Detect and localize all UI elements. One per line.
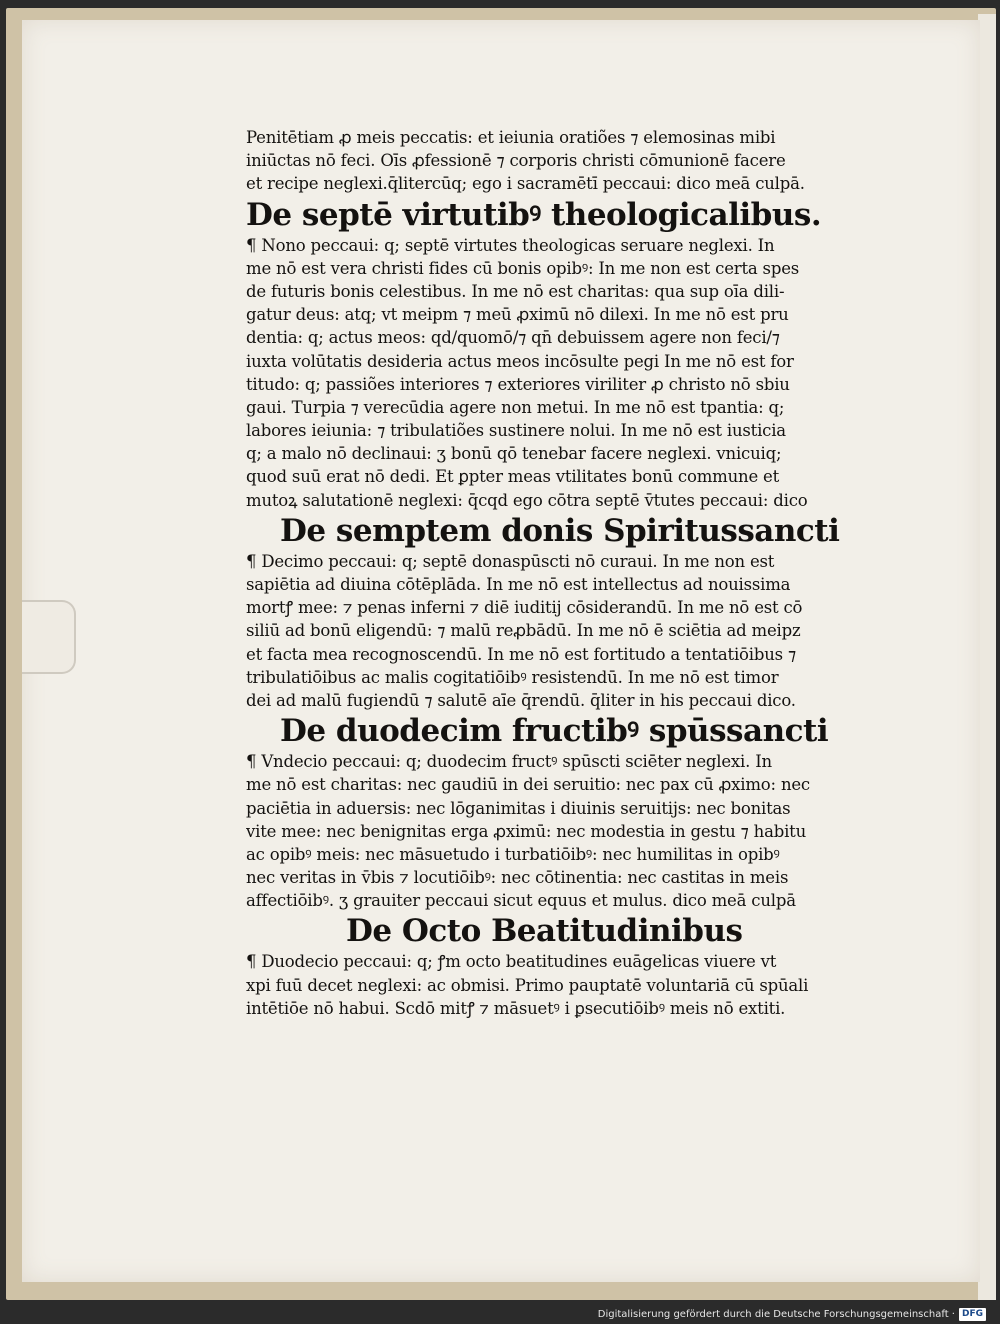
page-edge [978,14,996,1300]
text-line: mortꝭ mee: ⁊ penas inferni ⁊ diē iuditij cōsiderandū. In me nō est cō [246,598,803,618]
text-line: gatur deus: atq; vt meipm ⁊ meū ꝓximū nō dilexi. In me nō est pru [246,305,789,325]
text-line: nec veritas in v̄bis ⁊ locutiōibꝰ: nec cōtinentia: nec castitas in meis [246,868,789,888]
text-line: de futuris bonis celestibus. In me nō est charitas: qua sup oīa dili- [246,281,785,301]
page-text-block [246,126,882,1020]
text-line: ¶ Nono peccaui: q; septē virtutes theologicas seruare neglexi. In [246,235,775,255]
text-line: xpi fuū decet neglexi: ac obmisi. Primo pauptatē voluntariā cū spūali [246,975,809,995]
dfg-logo: DFG [959,1308,986,1321]
section-heading: De Octo Beatitudinibus [346,913,743,950]
section-heading: De duodecim fructibꝰ spūssancti [280,713,829,750]
text-line: ¶ Vndecio peccaui: q; duodecim fructꝰ spūscti sciēter neglexi. In [246,752,772,772]
footer [598,1306,986,1322]
text-line: mutoꝝ salutationē neglexi: q̄cqd ego cōtra septē v̄tutes peccaui: dico [246,490,808,510]
text-line: paciētia in aduersis: nec lōganimitas i diuinis seruitijs: nec bonitas [246,798,791,818]
text-line: gaui. Turpia ⁊ verecūdia agere non metui. In me nō est tpantia: q; [246,397,785,417]
text-line: me nō est vera christi fides cū bonis opibꝰ: In me non est certa spes [246,258,800,278]
text-line: vite mee: nec benignitas erga ꝓximū: nec modestia in gestu ⁊ habitu [246,821,806,841]
section-heading: De semptem donis Spiritussancti [280,512,840,549]
text-line: ¶ Duodecio peccaui: q; ꝭm octo beatitudines euāgelicas viuere vt [246,952,777,972]
text-line: sapiētia ad diuina cōtēplāda. In me nō est intellectus ad nouissima [246,575,791,594]
text-line: labores ieiunia: ⁊ tribulatiões sustinere nolui. In me nō est iusticia [246,421,786,441]
text-line: et recipe neglexi.q̄litercūq; ego i sacramētī peccaui: dico meā culpā. [246,174,805,194]
text-line: me nō est charitas: nec gaudiū in dei seruitio: nec pax cū ꝓximo: nec [246,775,810,795]
section-heading: De septē virtutibꝰ theologicalibus. [246,196,822,233]
text-line: iuxta volūtatis desideria actus meos incōsulte pegi In me nō est for [246,351,794,371]
text-line: siliū ad bonū eligendū: ⁊ malū reꝓbādū. In me nō ē sciētia ad meipz [246,621,801,641]
text-line: ¶ Decimo peccaui: q; septē donaspūscti nō curaui. In me non est [246,551,775,571]
footer-credit: Digitalisierung gefördert durch die Deutsche Forschungsgemeinschaft · [597,1308,955,1320]
text-line: quod suū erat nō dedi. Et ꝑpter meas vtilitates bonū commune et [246,467,780,487]
text-line: titudo: q; passiões interiores ⁊ exteriores viriliter ꝓ christo nō sbiu [246,374,790,394]
text-line: tribulatiōibus ac malis cogitatiōibꝰ resistendū. In me nō est timor [246,667,779,687]
page-tab-flap [22,600,76,674]
text-line: Penitētiam ꝓ meis peccatis: et ieiunia oratiões ⁊ elemosinas mibi [246,128,776,147]
text-line: q; a malo nō declinaui: ʒ bonū qō tenebar facere neglexi. vnicuiq; [246,444,782,464]
text-line: dei ad malū fugiendū ⁊ salutē aīe q̄rendū. q̄liter in his peccaui dico. [246,690,796,710]
text-line: ac opibꝰ meis: nec māsuetudo i turbatiōibꝰ: nec humilitas in opibꝰ [246,844,780,864]
text-line: affectiōibꝰ. ʒ grauiter peccaui sicut equus et mulus. dico meā culpā [246,891,796,911]
text-line: iniūctas nō feci. Oīs ꝓfessionē ⁊ corporis christi cōmunionē facere [246,151,786,171]
text-line: intētiōe nō habui. Scdō mitꝭ ⁊ māsuetꝰ i ꝑsecutiōibꝰ meis nō extiti. [246,998,786,1018]
text-line: dentia: q; actus meos: qd/quomō/⁊ qn̄ debuissem agere non feci/⁊ [246,328,780,348]
text-line: et facta mea recognoscendū. In me nō est fortitudo a tentatiōibus ⁊ [246,644,796,664]
